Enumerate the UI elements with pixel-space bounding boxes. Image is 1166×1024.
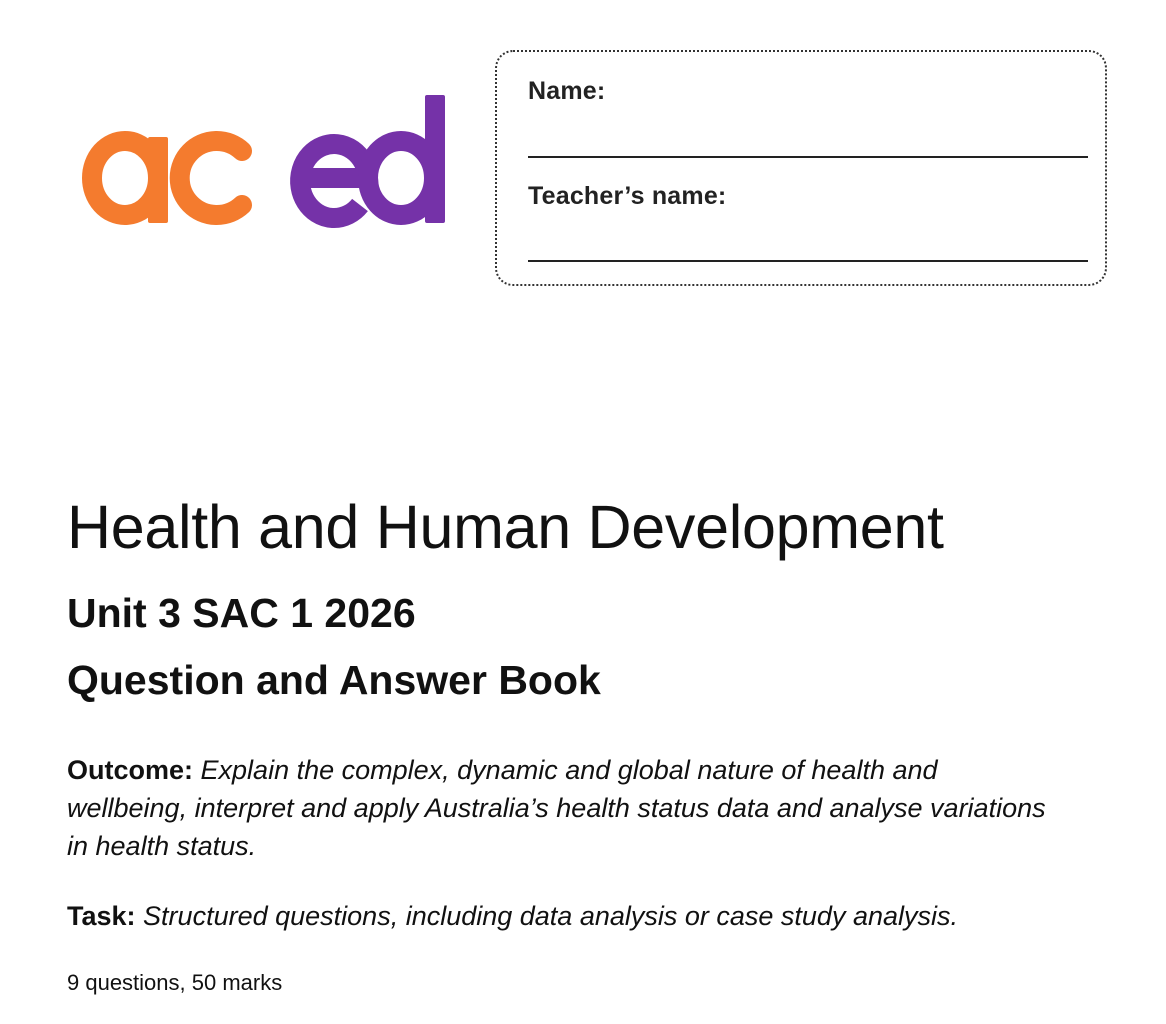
task-text: Structured questions, including data analysis or case study analysis.: [143, 901, 958, 931]
logo-letter-c: [180, 141, 242, 215]
logo-letter-d: [368, 95, 445, 223]
question-summary: 9 questions, 50 marks: [67, 970, 283, 995]
outcome-text: Explain the complex, dynamic and global nature of health and wellbeing, interpret and apply Australia’s health status data and analyse variations in health status.: [67, 755, 1046, 861]
teacher-name-field[interactable]: [528, 260, 1088, 262]
name-field[interactable]: [528, 156, 1088, 158]
logo-letter-a: [92, 137, 168, 223]
student-details-box: [495, 50, 1107, 286]
unit-subtitle: Unit 3 SAC 1 2026: [67, 590, 416, 636]
outcome-label: Outcome:: [67, 755, 194, 785]
aced-logo-mark: [78, 55, 458, 245]
task-paragraph: [67, 897, 1047, 935]
name-label: Name:: [528, 77, 606, 105]
teacher-name-label: Teacher’s name:: [528, 182, 727, 210]
book-type-subtitle: Question and Answer Book: [67, 657, 601, 703]
aced-logo: [78, 55, 458, 245]
logo-letter-e: [300, 144, 368, 218]
task-label: Task:: [67, 901, 136, 931]
page-title: Health and Human Development: [67, 493, 944, 561]
outcome-paragraph: [67, 751, 1047, 865]
